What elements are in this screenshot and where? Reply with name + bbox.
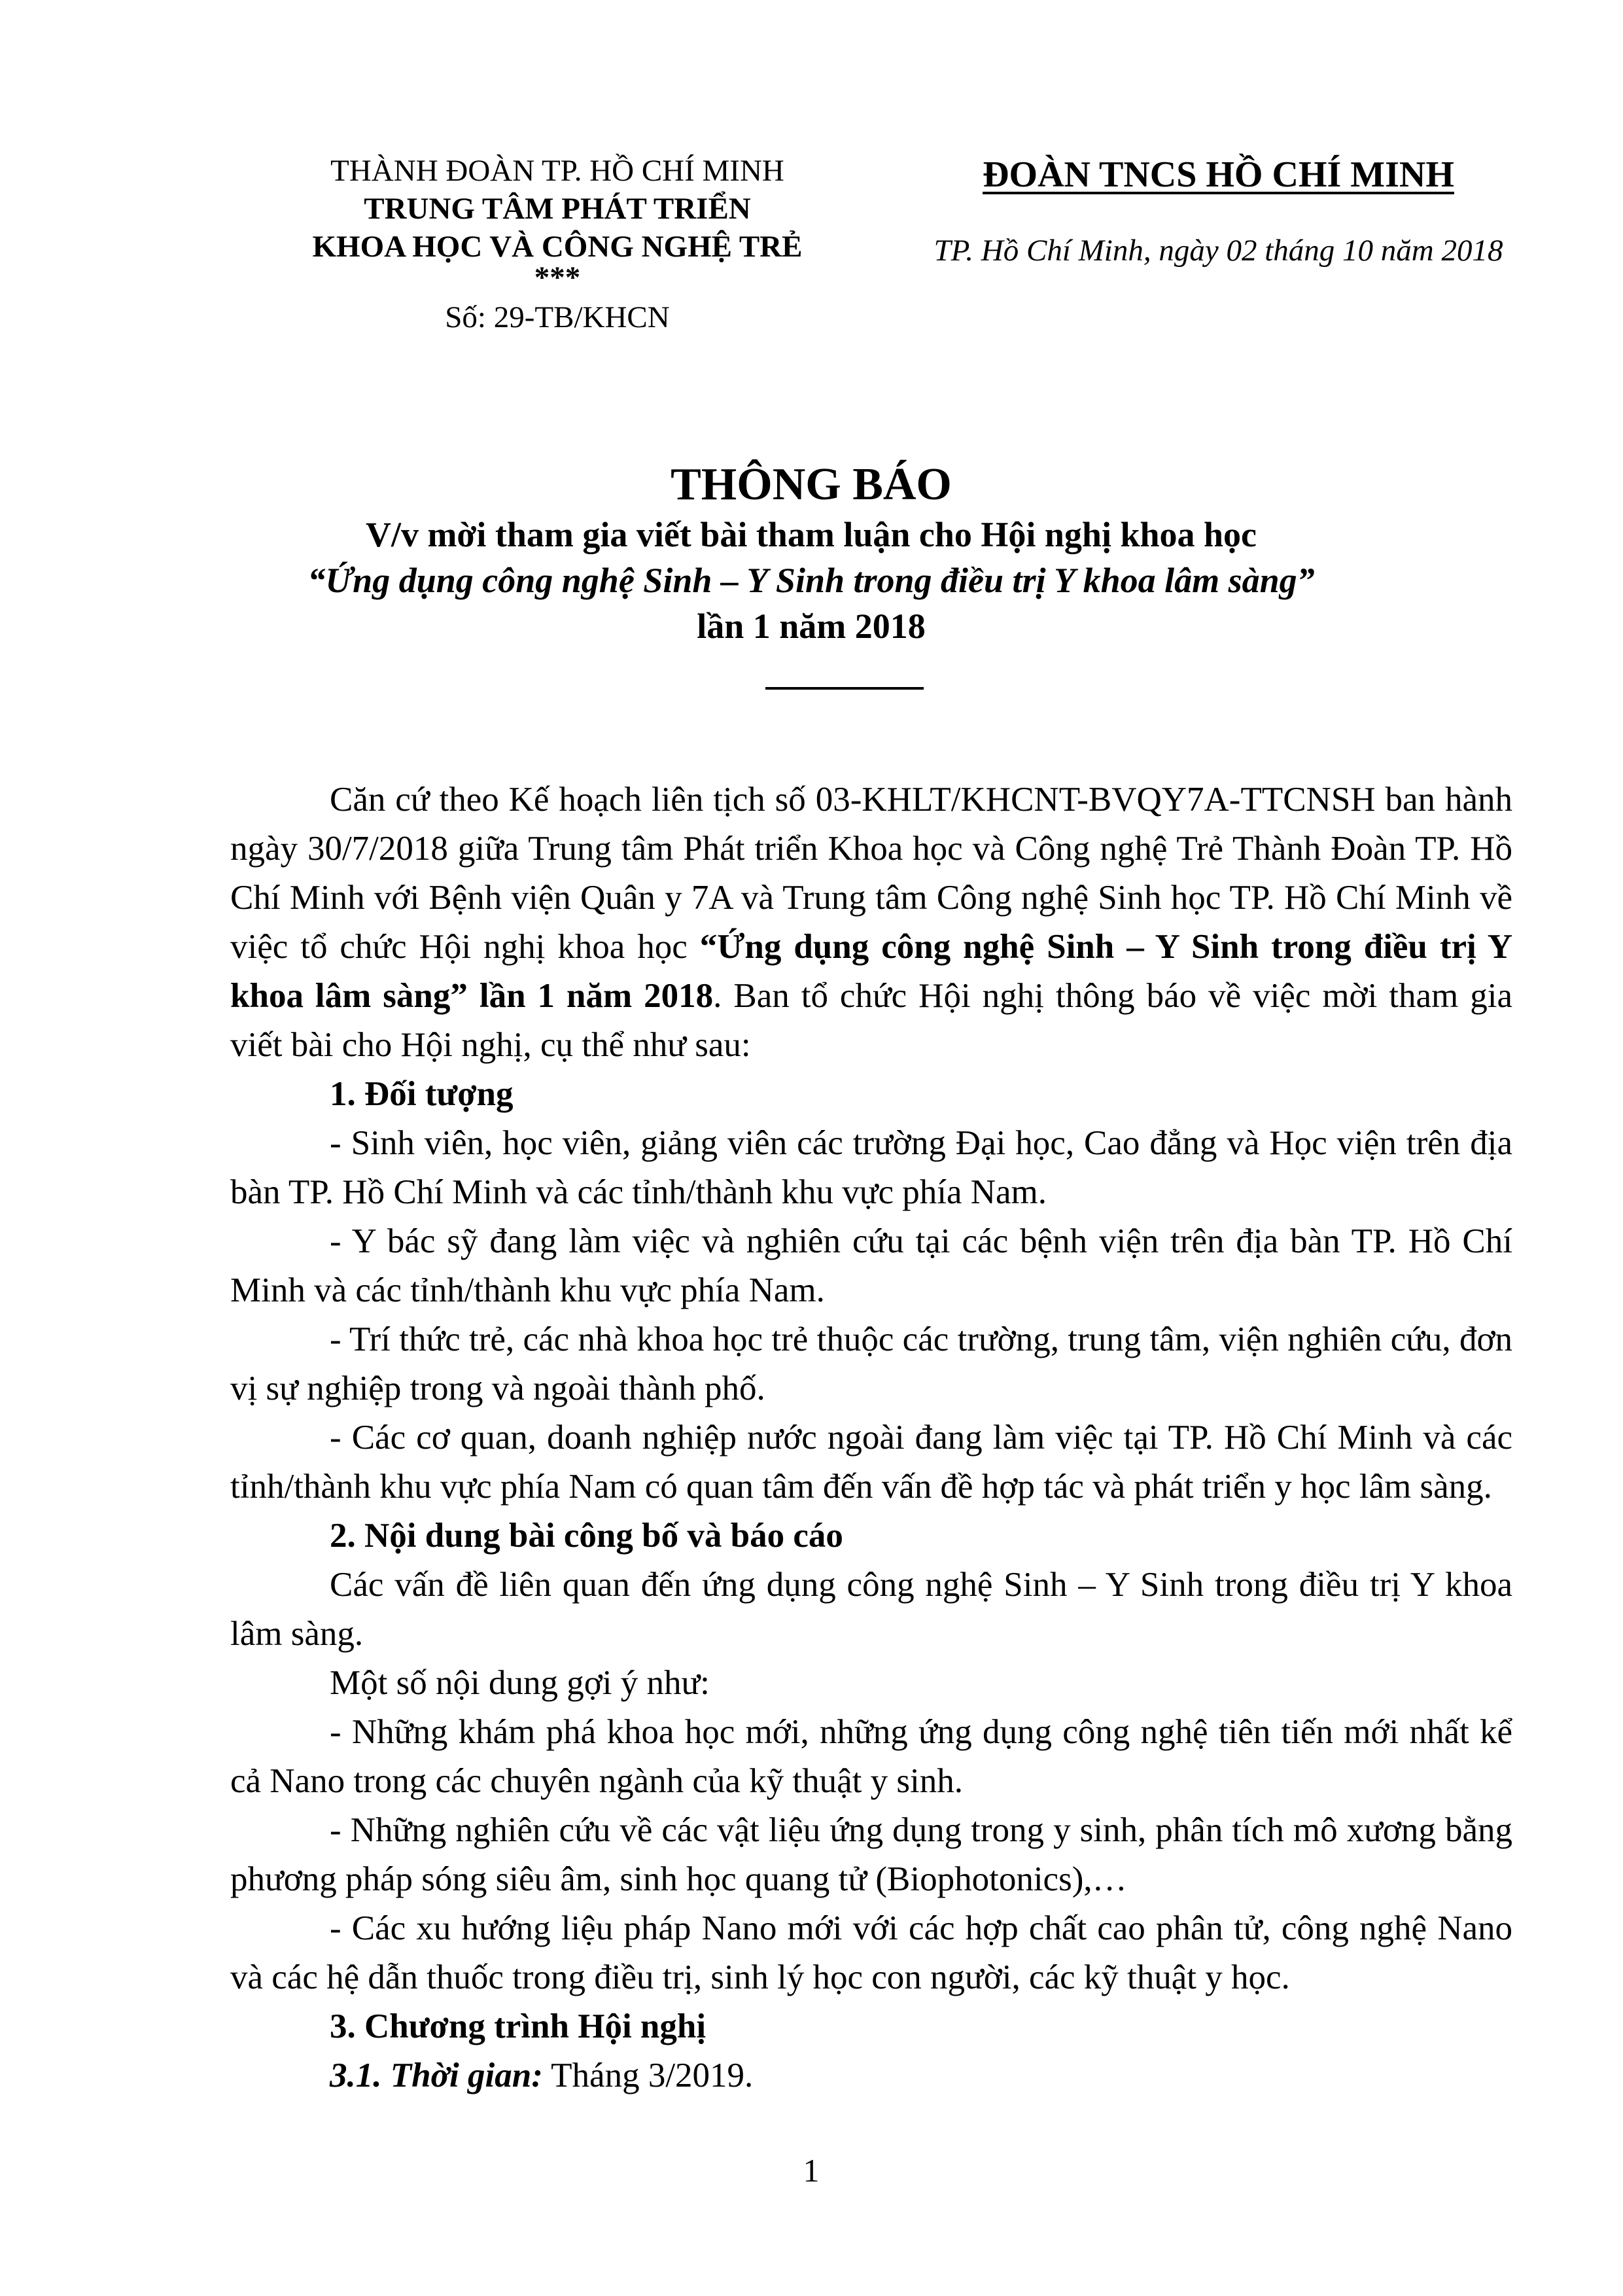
- center-name-line1: TRUNG TÂM PHÁT TRIỂN: [364, 192, 751, 226]
- separator-stars: ***: [534, 260, 581, 294]
- section-1-item: - Các cơ quan, doanh nghiệp nước ngoài đang làm việc tại TP. Hồ Chí Minh và các tỉnh/thành khu vực phía Nam có quan tâm đến vấn đề hợp tác và phát triển y học lâm sàng.: [230, 1419, 1512, 1506]
- parent-org: THÀNH ĐOÀN TP. HỒ CHÍ MINH: [330, 154, 784, 188]
- section-2-item: - Những nghiên cứu về các vật liệu ứng dụng trong y sinh, phân tích mô xương bằng phương pháp sóng siêu âm, sinh học quang tử (Biophotonics),…: [230, 1811, 1512, 1898]
- page-number: 1: [803, 2152, 820, 2189]
- place-date: TP. Hồ Chí Minh, ngày 02 tháng 10 năm 2018: [934, 234, 1503, 268]
- document-number: Số: 29-TB/KHCN: [445, 300, 670, 334]
- conference-edition: lần 1 năm 2018: [697, 607, 926, 646]
- center-name-line2: KHOA HỌC VÀ CÔNG NGHỆ TRẺ: [312, 230, 803, 264]
- section-1-item: - Trí thức trẻ, các nhà khoa học trẻ thuộc các trường, trung tâm, viện nghiên cứu, đơn vị sự nghiệp trong và ngoài thành phố.: [230, 1320, 1512, 1407]
- document-title: THÔNG BÁO: [671, 459, 952, 510]
- header-right: [890, 152, 1547, 270]
- section-3-1-label: 3.1. Thời gian:: [330, 2057, 543, 2094]
- organization-name: ĐOÀN TNCS HỒ CHÍ MINH: [983, 154, 1454, 195]
- subject-line: V/v mời tham gia viết bài tham luận cho Hội nghị khoa học: [365, 515, 1257, 554]
- intro-conference-name: “Ứng dụng công nghệ Sinh – Y Sinh trong điều trị Y khoa lâm sàng” lần 1 năm 2018: [230, 928, 1513, 1015]
- section-2-intro: Các vấn đề liên quan đến ứng dụng công nghệ Sinh – Y Sinh trong điều trị Y khoa lâm sàng.: [230, 1566, 1512, 1653]
- section-3-heading: 3. Chương trình Hội nghị: [330, 2007, 707, 2045]
- section-2-heading: 2. Nội dung bài công bố và báo cáo: [330, 1517, 843, 1555]
- conference-name: “Ứng dụng công nghệ Sinh – Y Sinh trong điều trị Y khoa lâm sàng”: [307, 561, 1315, 600]
- section-3-1-value: Tháng 3/2019.: [542, 2057, 754, 2094]
- title-divider: [765, 687, 924, 690]
- intro-paragraph: Căn cứ theo Kế hoạch liên tịch số 03-KHLT/KHCNT-BVQY7A-TTCNSH ban hành ngày 30/7/2018 giữa Trung tâm Phát triển Khoa học và Công nghệ Trẻ Thành Đoàn TP. Hồ Chí Minh với Bệnh viện Quân y 7A và Trung tâm Công nghệ Sinh học TP. Hồ Chí Minh về việc tổ chức Hội nghị khoa học “Ứng dụng công nghệ Sinh – Y Sinh trong điều trị Y khoa lâm sàng” lần 1 năm 2018. Ban tổ chức Hội nghị thông báo về việc mời tham gia viết bài cho Hội nghị, cụ thể như sau:: [230, 781, 1513, 1064]
- section-3-1: [230, 2051, 1512, 2100]
- document-title-block: [157, 458, 1465, 649]
- section-1-heading: 1. Đối tượng: [330, 1075, 514, 1113]
- section-2-suggest: Một số nội dung gợi ý như:: [330, 1664, 710, 1702]
- section-1-item: - Sinh viên, học viên, giảng viên các trường Đại học, Cao đẳng và Học viện trên địa bàn TP. Hồ Chí Minh và các tỉnh/thành khu vực phía Nam.: [230, 1124, 1512, 1211]
- header-left: [230, 152, 884, 336]
- document-body: [230, 775, 1512, 2100]
- section-2-item: - Những khám phá khoa học mới, những ứng dụng công nghệ tiên tiến mới nhất kể cả Nano trong các chuyên ngành của kỹ thuật y sinh.: [230, 1713, 1512, 1800]
- section-2-item: - Các xu hướng liệu pháp Nano mới với các hợp chất cao phân tử, công nghệ Nano và các hệ dẫn thuốc trong điều trị, sinh lý học con người, các kỹ thuật y học.: [230, 1909, 1512, 1996]
- section-1-item: - Y bác sỹ đang làm việc và nghiên cứu tại các bệnh viện trên địa bàn TP. Hồ Chí Minh và các tỉnh/thành khu vực phía Nam.: [230, 1222, 1512, 1309]
